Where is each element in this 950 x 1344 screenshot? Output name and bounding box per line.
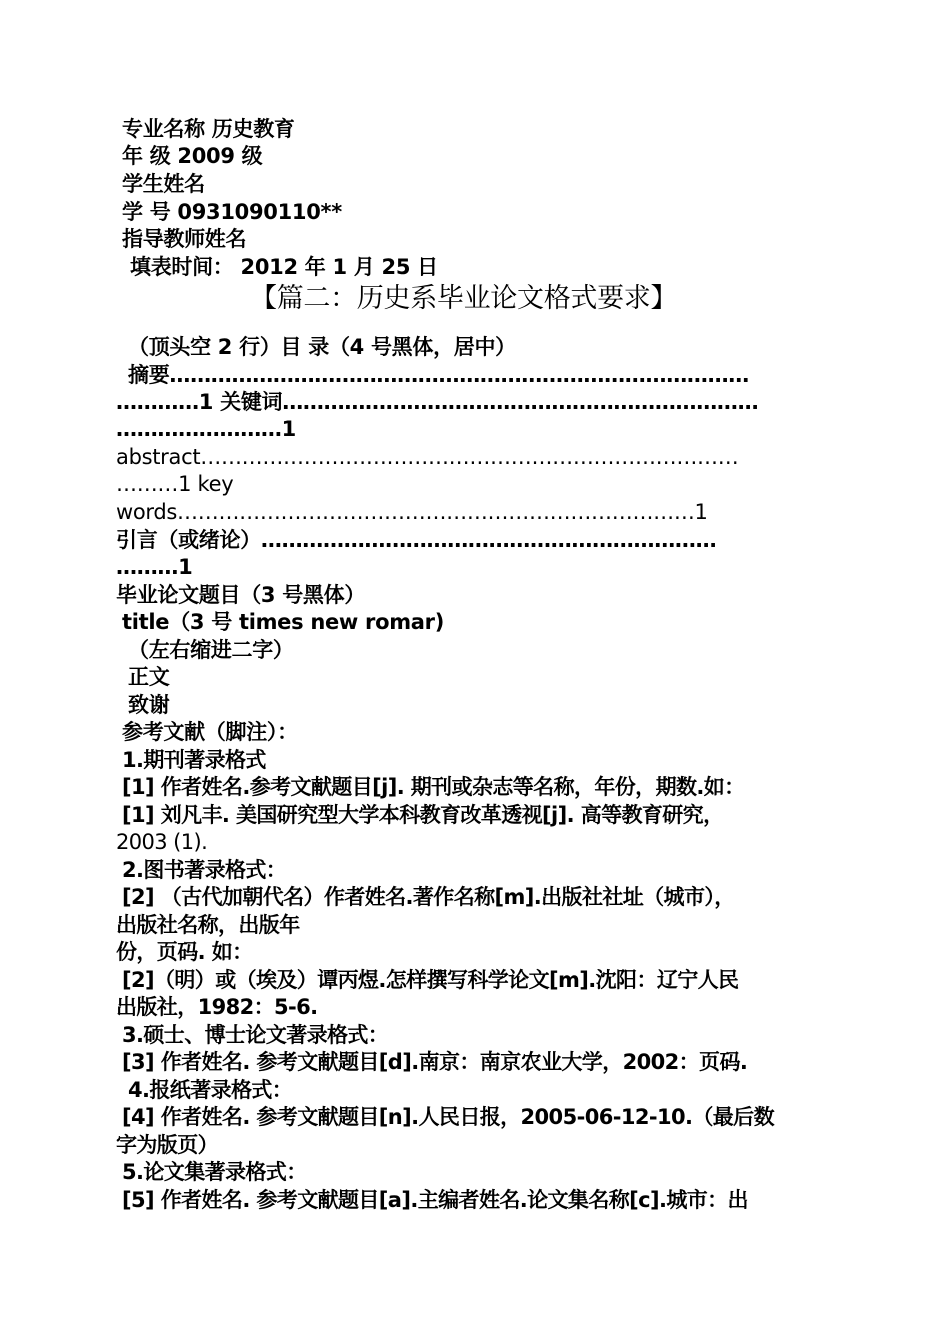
reference-line: [5] 作者姓名. 参考文献题目[a].主编者姓名.论文集名称[c].城市：出: [122, 1188, 748, 1212]
reference-line: [3] 作者姓名. 参考文献题目[d].南京：南京农业大学，2002：页码.: [122, 1050, 748, 1074]
info-grade: 年 级 2009 级: [122, 144, 263, 168]
reference-line: 2.图书著录格式：: [122, 858, 287, 882]
info-student-id: 学 号 0931090110**: [122, 200, 342, 224]
thesis-title-note: 毕业论文题目（3 号黑体）: [116, 583, 366, 607]
toc-line: abstract……………………………………………………………………: [116, 445, 739, 469]
toc-title: （顶头空 2 行）目 录（4 号黑体，居中）: [128, 335, 516, 359]
reference-line: 3.硕士、博士论文著录格式：: [122, 1023, 389, 1047]
reference-line: 1.期刊著录格式: [122, 748, 266, 772]
reference-line: 出版社，1982：5-6.: [116, 995, 318, 1019]
reference-line: 出版社名称，出版年: [116, 913, 300, 937]
toc-line: ……………………1: [116, 417, 296, 441]
section-heading: 【篇二：历史系毕业论文格式要求】: [250, 283, 678, 314]
reference-line: 2003 (1).: [116, 830, 208, 854]
main-text-label: 正文: [128, 665, 170, 689]
toc-line: ………1 key: [116, 472, 234, 496]
toc-line: …………1 关键词……………………………………………………………: [116, 390, 759, 414]
info-date: 填表时间： 2012 年 1 月 25 日: [130, 255, 438, 279]
reference-line: 5.论文集著录格式：: [122, 1160, 307, 1184]
reference-line: [2]（明）或（埃及）谭丙煜.怎样撰写科学论文[m].沈阳：辽宁人民: [122, 968, 739, 992]
reference-line: [2] （古代加朝代名）作者姓名.著作名称[m].出版社社址（城市），: [122, 885, 735, 909]
reference-line: [4] 作者姓名. 参考文献题目[n].人民日报，2005-06-12-10.（最后数: [122, 1105, 774, 1129]
toc-line: words…………………………………………………………………1: [116, 500, 708, 524]
thanks-label: 致谢: [128, 693, 170, 717]
toc-line: 引言（或绪论）…………………………………………………………: [116, 528, 717, 552]
reference-line: [1] 作者姓名.参考文献题目[j]. 期刊或杂志等名称，年份，期数.如：: [122, 775, 745, 799]
info-student-name: 学生姓名: [122, 172, 205, 196]
reference-line: 份，页码. 如：: [116, 940, 253, 964]
toc-line: ………1: [116, 555, 193, 579]
indent-note: （左右缩进二字）: [128, 638, 294, 662]
toc-line: 摘要…………………………………………………………………………: [128, 363, 750, 387]
reference-line: 字为版页）: [116, 1133, 218, 1157]
info-advisor: 指导教师姓名: [122, 227, 247, 251]
references-heading: 参考文献（脚注）：: [122, 720, 298, 744]
reference-line: 4.报纸著录格式：: [128, 1078, 293, 1102]
info-major: 专业名称 历史教育: [122, 117, 295, 141]
english-title-note: title（3 号 times new romar): [122, 610, 445, 634]
reference-line: [1] 刘凡丰. 美国研究型大学本科教育改革透视[j]. 高等教育研究，: [122, 803, 724, 827]
